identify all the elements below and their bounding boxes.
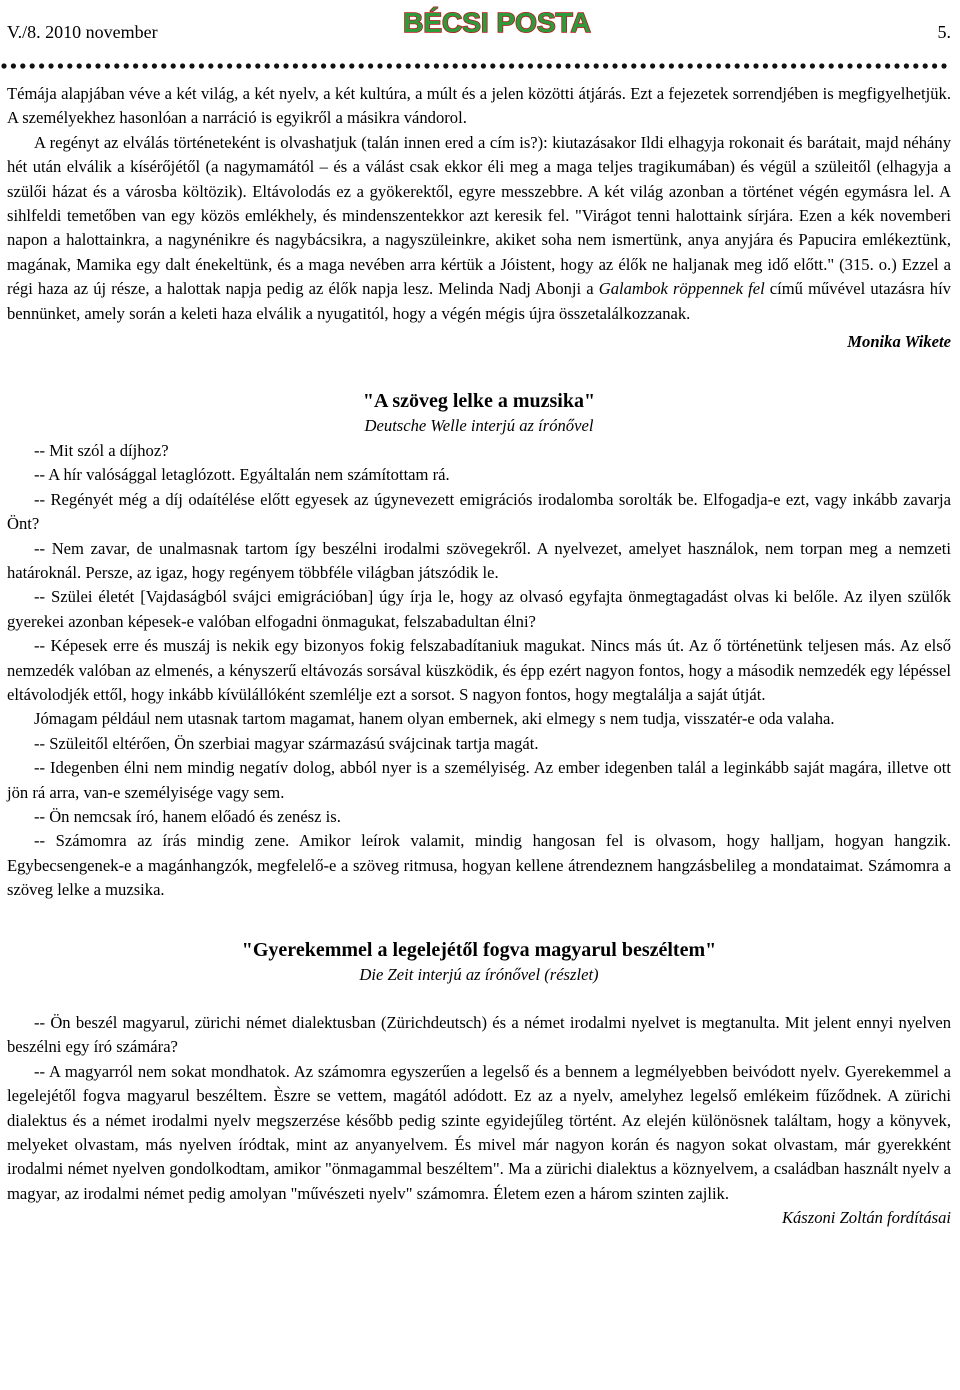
separator-dot xyxy=(387,63,392,68)
separator-dot xyxy=(67,63,72,68)
separator-dot xyxy=(603,63,608,68)
separator-dot xyxy=(810,63,815,68)
page-header xyxy=(7,0,953,52)
interview-line: -- Szüleitől eltérően, Ön szerbiai magyar származású svájcinak tartja magát. xyxy=(34,733,539,753)
logo-text: BÉCSI POSTA xyxy=(403,7,591,38)
separator-dot xyxy=(866,63,871,68)
book-title: Galambok röppennek fel xyxy=(598,279,765,299)
separator-dot xyxy=(500,63,505,68)
separator-dot xyxy=(377,63,382,68)
separator-dot xyxy=(753,63,758,68)
separator-dot xyxy=(330,63,335,68)
separator-dot xyxy=(706,63,711,68)
separator-dot xyxy=(857,63,862,68)
separator-dot xyxy=(735,63,740,68)
separator-dot xyxy=(622,63,627,68)
separator-dot xyxy=(556,63,561,68)
separator-dot xyxy=(246,63,251,68)
separator-dot xyxy=(772,63,777,68)
separator-dot xyxy=(218,63,223,68)
separator-dot xyxy=(650,63,655,68)
separator-dot xyxy=(509,63,514,68)
separator-dot xyxy=(641,63,646,68)
dotted-separator xyxy=(0,62,946,70)
separator-dot xyxy=(39,63,44,68)
separator-dot xyxy=(180,63,185,68)
separator-dot xyxy=(274,63,279,68)
separator-dot xyxy=(829,63,834,68)
separator-dot xyxy=(255,63,260,68)
separator-dot xyxy=(697,63,702,68)
article-body xyxy=(7,82,951,1231)
interview-line: -- Idegenben élni nem mindig negatív dolog, abból nyer is a személyiség. Az ember idegenben talál a leginkább saját magára, illetve ott jön rá arra, van-e személyisége vagy sem. xyxy=(7,758,951,802)
paragraph-text: című művével utazásra hív bennünket, amely során a keleti haza elválik a nyugatitól, hogy a végén mégis újra összetalálkozzanak. xyxy=(7,279,951,323)
separator-dot xyxy=(565,63,570,68)
separator-dot xyxy=(48,63,53,68)
separator-dot xyxy=(847,63,852,68)
separator-dot xyxy=(584,63,589,68)
spacer xyxy=(7,987,951,1011)
separator-dot xyxy=(819,63,824,68)
paragraph xyxy=(7,131,951,326)
separator-dot xyxy=(631,63,636,68)
separator-dot xyxy=(293,63,298,68)
separator-dot xyxy=(941,63,946,68)
separator-dot xyxy=(462,63,467,68)
separator-dot xyxy=(20,63,25,68)
author-signature: Monika Wikete xyxy=(847,332,951,352)
interview-line: Jómagam például nem utasnak tartom magamat, hanem olyan embernek, aki elmegy s nem tudja, visszatér-e oda valaha. xyxy=(34,709,835,729)
separator-dot xyxy=(838,63,843,68)
separator-dot xyxy=(199,63,204,68)
separator-dot xyxy=(171,63,176,68)
separator-dot xyxy=(406,63,411,68)
separator-dot xyxy=(434,63,439,68)
separator-dot xyxy=(30,63,35,68)
separator-dot xyxy=(547,63,552,68)
interview-line: -- Mit szól a díjhoz? xyxy=(34,440,169,460)
separator-dot xyxy=(490,63,495,68)
interview-line: -- Szülei életét [Vajdaságból svájci emigrációban] úgy írja le, hogy az olvasó egyfajta önmegtagadást olvas ki belőle. Az ilyen szülők gyerekei azonban képesek-e valóban elfogadni önmagukat, felszabadultan élni? xyxy=(7,587,951,631)
separator-dot xyxy=(763,63,768,68)
translator-credit: Kászoni Zoltán fordításai xyxy=(781,1208,951,1228)
separator-dot xyxy=(932,63,937,68)
separator-dot xyxy=(415,63,420,68)
separator-dot xyxy=(594,63,599,68)
separator-dot xyxy=(142,63,147,68)
separator-dot xyxy=(443,63,448,68)
paragraph-text: A regényt az elválás történeteként is olvashatjuk (talán innen ered a cím is?): kiutazásakor Ildi elhagyja rokonait és barátait, majd néhány hét után elválik a kísérőjétől (a nagymamától – és a válást csak ekkor éli meg a maga teljes tragikumában) és végül a szüleitől (elhagyja a szülői házat és a városba költözik). Eltávolodás ez a gyökerektől, egyre messzebbre. A két világ azonban a történet végén egymásra lel. A sihlfeldi temetőben van egy közös emlékhely, és mindenszentekkor azt keresik fel. "Virágot tenni halottaink sírjára. Ezen a kék novemberi napon a halottainkra, a nagynénikre és nagybácsikra, a nagyszüleinkre, akiket soha nem ismertünk, anya anyjára és Papucira emlékeztünk, magának, Mamika egy dalt énekeltünk, és a maga nevében arra kértük a Jóistent, hogy az élők ne haljanak meg idő előtt." (315. o.) Ezzel a régi haza az új része, a halottak napja pedig az élők napja lesz. Melinda Nadj Abonji a xyxy=(7,132,951,299)
separator-dot xyxy=(453,63,458,68)
separator-dot xyxy=(894,63,899,68)
separator-dot xyxy=(876,63,881,68)
interview-line: -- A hír valósággal letaglózott. Egyáltalán nem számítottam rá. xyxy=(34,465,450,485)
separator-dot xyxy=(471,63,476,68)
interview-line: -- Nem zavar, de unalmasnak tartom így beszélni irodalmi szövegekről. A nyelvezet, amelyet használok, nem torpan meg a nemzeti határoknál. Persze, az igaz, hogy regényem többféle világban játszódik le. xyxy=(7,538,951,582)
separator-dot xyxy=(913,63,918,68)
separator-dot xyxy=(688,63,693,68)
separator-dot xyxy=(800,63,805,68)
separator-dot xyxy=(114,63,119,68)
separator-dot xyxy=(575,63,580,68)
separator-dot xyxy=(189,63,194,68)
separator-dot xyxy=(124,63,129,68)
interview-title: "Gyerekemmel a legelejétől fogva magyarul beszéltem" xyxy=(241,938,717,961)
separator-dot xyxy=(359,63,364,68)
page-number: 5. xyxy=(937,22,951,42)
separator-dot xyxy=(302,63,307,68)
separator-dot xyxy=(105,63,110,68)
separator-dot xyxy=(725,63,730,68)
separator-dot xyxy=(1,63,6,68)
separator-dot xyxy=(312,63,317,68)
interview-line: -- Számomra az írás mindig zene. Amikor leírok valamit, mindig hangosan fel is olvasom, hogy halljam, hogyan hangzik. Egybecsengenek-e a magánhangzók, megfelelő-e a szöveg ritmusa, hogyan kellene átrendeznem hangzásbelileg a mondataimat. Számomra a szöveg lelke a muzsika. xyxy=(7,831,951,900)
separator-dot xyxy=(782,63,787,68)
separator-dot xyxy=(396,63,401,68)
separator-dot xyxy=(612,63,617,68)
issue-label: V./8. 2010 november xyxy=(7,22,158,42)
separator-dot xyxy=(528,63,533,68)
separator-dot xyxy=(669,63,674,68)
separator-dot xyxy=(744,63,749,68)
separator-dot xyxy=(208,63,213,68)
separator-dot xyxy=(791,63,796,68)
separator-dot xyxy=(885,63,890,68)
interview-line: -- Képesek erre és muszáj is nekik egy bizonyos fokig felszabadítaniuk magukat. Nincs más út. Az ő történetünk teljesen más. Az első nemzedék valóban az elmenés, a kényszerű eltávozás sorsával küszködik, és épp ezért nagyon fontos, hogy a második nemzedék egy lépéssel eltávolodjék ettől, hogy inkább kívülállóként szemlélje ezt a sorsot. S nagyon fontos, hogy megtalálja a saját útját. xyxy=(7,636,951,704)
becsi-posta-logo xyxy=(403,4,591,38)
interview-line: -- Ön nemcsak író, hanem előadó és zenész is. xyxy=(34,806,341,826)
separator-dot xyxy=(236,63,241,68)
separator-dot xyxy=(86,63,91,68)
separator-dot xyxy=(340,63,345,68)
interview-title: "A szöveg lelke a muzsika" xyxy=(362,390,596,413)
separator-dot xyxy=(349,63,354,68)
separator-dot xyxy=(133,63,138,68)
separator-dot xyxy=(11,63,16,68)
separator-dot xyxy=(424,63,429,68)
separator-dot xyxy=(283,63,288,68)
separator-dot xyxy=(716,63,721,68)
separator-dot xyxy=(368,63,373,68)
separator-dot xyxy=(481,63,486,68)
separator-dot xyxy=(95,63,100,68)
separator-dot xyxy=(678,63,683,68)
separator-dot xyxy=(537,63,542,68)
interview-line: -- Regényét még a díj odaítélése előtt egyesek az úgynevezett emigrációs irodalomba sorolták be. Elfogadja-e ezt, vagy inkább zavarja Önt? xyxy=(7,489,951,534)
separator-dot xyxy=(321,63,326,68)
separator-dot xyxy=(659,63,664,68)
separator-dot xyxy=(518,63,523,68)
interview-subtitle: Deutsche Welle interjú az írónővel xyxy=(364,416,594,436)
separator-dot xyxy=(923,63,928,68)
separator-dot xyxy=(152,63,157,68)
separator-dot xyxy=(58,63,63,68)
separator-dot xyxy=(904,63,909,68)
paragraph: Témája alapjában véve a két világ, a két nyelv, a két kultúra, a múlt és a jelen közötti átjárás. Ezt a fejezetek sorrendjében is megfigyelhetjük. A személyekhez hasonlóan a narráció is egyikről a másikra vándorol. xyxy=(7,84,951,128)
interview-subtitle: Die Zeit interjú az írónővel (részlet) xyxy=(359,964,599,984)
interview-line: -- Ön beszél magyarul, zürichi német dialektusban (Zürichdeutsch) és a német irodalmi nyelvet is megtanulta. Mit jelent ennyi nyelven beszélni egy író számára? xyxy=(7,1013,951,1057)
separator-dot xyxy=(77,63,82,68)
interview-line: -- A magyarról nem sokat mondhatok. Az számomra egyszerűen a legelső és a bennem a legmélyebben beivódott nyelv. Gyerekemmel a legelejétől fogva magyarul beszéltem. Èszre se vettem, magától adódott. Ez az a nyelv, amelyhez legelső emlékeim fűződnek. A zürichi dialektus és a német irodalmi nyelv megszerzése később pedig szinte egyidejűleg történt. Az elején különösnek találtam, hogy a könyvek, melyeket olvastam, más nyelven íródtak, mint az anyanyelvem. És mivel már nagyon korán és nagyon sokat olvastam, már gyerekként irodalmi német nyelven gondolkodtam, amikor "önmagammal beszéltem". Ma a zürichi dialektus a köznyelvem, a családban használt nyelv a magyar, az irodalmi német pedig amolyan "művészeti nyelv" számomra. Életem ezen a három szinten zajlik. xyxy=(7,1061,951,1203)
separator-dot xyxy=(227,63,232,68)
separator-dot xyxy=(161,63,166,68)
separator-dot xyxy=(265,63,270,68)
